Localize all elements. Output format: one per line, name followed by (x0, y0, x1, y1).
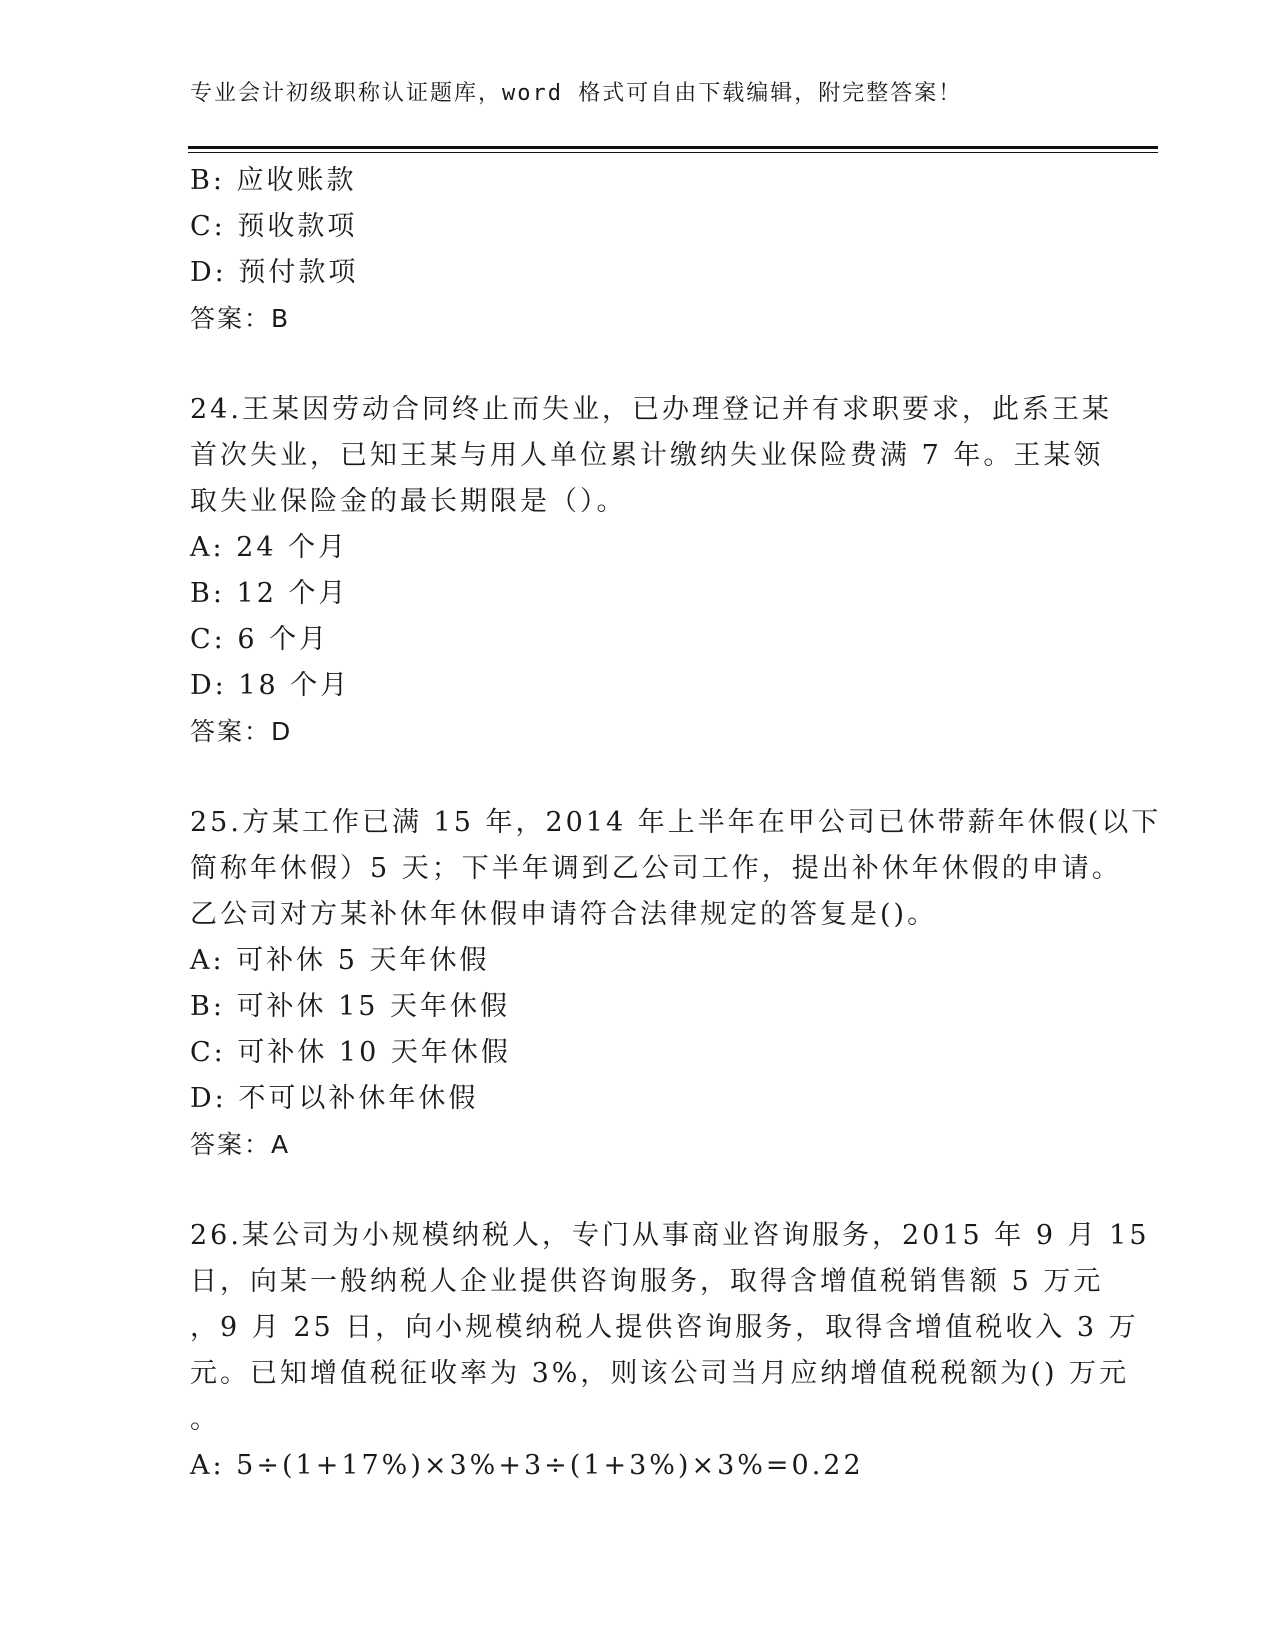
option-b: B: 可补休 15 天年休假 (190, 991, 511, 1022)
question-text-line: 。 (190, 1404, 220, 1435)
question-24 (190, 387, 1112, 755)
option-b: B: 12 个月 (190, 578, 349, 609)
option-a: A: 5÷(1+17%)×3%+3÷(1+3%)×3%=0.22 (190, 1450, 864, 1481)
question-text-line: 26.某公司为小规模纳税人，专门从事商业咨询服务，2015 年 9 月 15 (190, 1220, 1150, 1251)
question-text-line: 乙公司对方某补休年休假申请符合法律规定的答复是()。 (190, 899, 938, 930)
spacer (190, 755, 1090, 800)
answer-line: 答案：A (190, 1130, 291, 1159)
option-c: C: 可补休 10 天年休假 (190, 1037, 511, 1068)
question-text-line: 25.方某工作已满 15 年，2014 年上半年在甲公司已休带薪年休假(以下 (190, 807, 1162, 838)
spacer (190, 1168, 1090, 1213)
question-text-line: 首次失业，已知王某与用人单位累计缴纳失业保险费满 7 年。王某领 (190, 440, 1104, 471)
option-c: C: 6 个月 (190, 624, 330, 655)
previous-question-options (190, 158, 1090, 342)
question-25 (190, 800, 1162, 1168)
question-text-line: 24.王某因劳动合同终止而失业，已办理登记并有求职要求，此系王某 (190, 394, 1112, 425)
question-text-line: 元。已知增值税征收率为 3%，则该公司当月应纳增值税税额为() 万元 (190, 1358, 1130, 1389)
document-body (190, 158, 1162, 1489)
option-d: D: 18 个月 (190, 670, 351, 701)
option-d: D: 不可以补休年休假 (190, 1083, 479, 1114)
spacer (190, 342, 1090, 387)
header-divider-thick (188, 146, 1158, 149)
question-text-line: 取失业保险金的最长期限是（）。 (190, 486, 627, 517)
question-text-line: ，9 月 25 日，向小规模纳税人提供咨询服务，取得含增值税收入 3 万 (190, 1312, 1139, 1343)
option-b: B: 应收账款 (190, 165, 357, 196)
answer-line: 答案：D (190, 717, 293, 746)
answer-line: 答案：B (190, 304, 291, 333)
question-text-line: 简称年休假）5 天；下半年调到乙公司工作，提出补休年休假的申请。 (190, 853, 1122, 884)
question-text-line: 日，向某一般纳税人企业提供咨询服务，取得含增值税销售额 5 万元 (190, 1266, 1104, 1297)
option-a: A: 24 个月 (190, 532, 349, 563)
option-a: A: 可补休 5 天年休假 (190, 945, 490, 976)
page-header: 专业会计初级职称认证题库，word 格式可自由下载编辑，附完整答案！ (190, 81, 963, 106)
option-d: D: 预付款项 (190, 257, 359, 288)
header-divider-thin (188, 152, 1158, 153)
option-c: C: 预收款项 (190, 211, 358, 242)
question-26 (190, 1213, 1150, 1489)
